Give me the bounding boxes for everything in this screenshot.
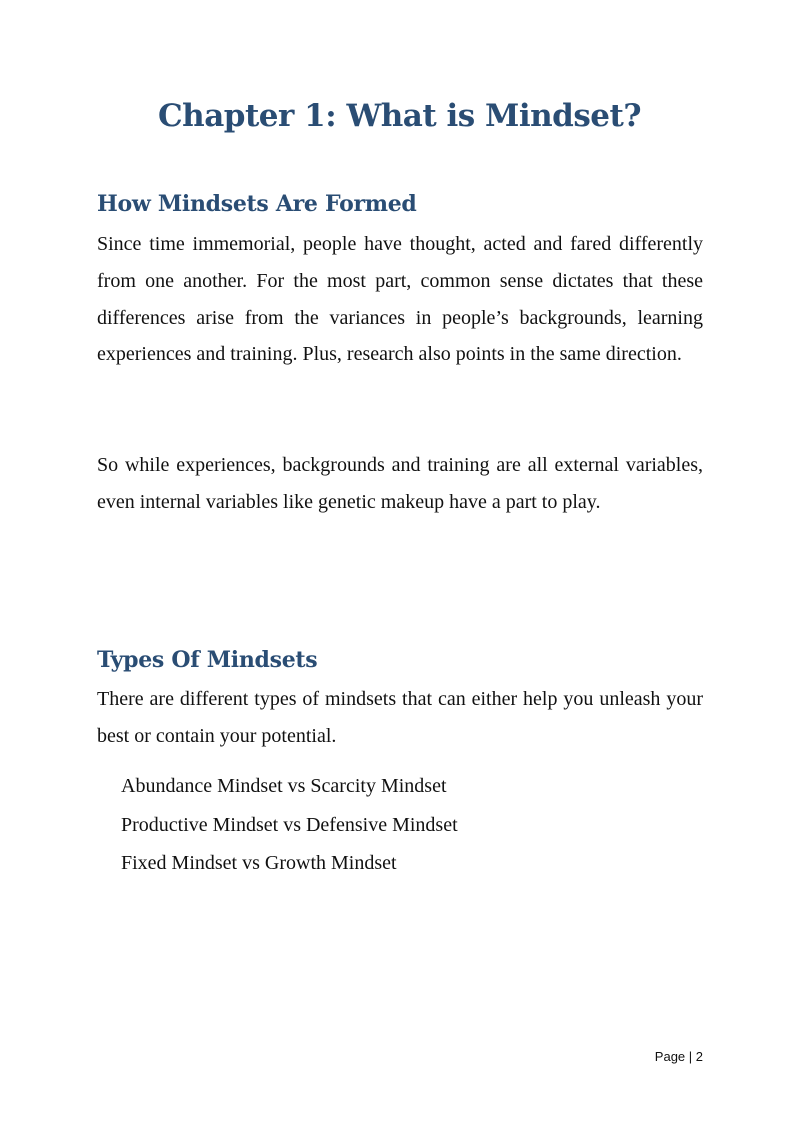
section-heading-how-mindsets-are-formed: How Mindsets Are Formed bbox=[97, 191, 417, 217]
list-item: Abundance Mindset vs Scarcity Mindset bbox=[121, 775, 447, 797]
list-item: Productive Mindset vs Defensive Mindset bbox=[121, 813, 458, 836]
chapter-title: Chapter 1: What is Mindset? bbox=[158, 98, 641, 134]
mindset-types-list bbox=[121, 767, 458, 883]
section-heading-types-of-mindsets: Types Of Mindsets bbox=[97, 647, 318, 673]
paragraph: So while experiences, backgrounds and training are all external variables, even internal variables like genetic makeup have a part to play. bbox=[97, 454, 703, 513]
paragraph: Since time immemorial, people have thought, acted and fared differently from one another. For the most part, common sense dictates that these differences arise from the variances in people’s backgrounds, learning experiences and training. Plus, research also points in the same direction. bbox=[97, 233, 703, 366]
paragraph: There are different types of mindsets that can either help you unleash your best or contain your potential. bbox=[97, 688, 703, 747]
list-item: Fixed Mindset vs Growth Mindset bbox=[121, 852, 397, 874]
page-number: Page | 2 bbox=[654, 1049, 703, 1064]
